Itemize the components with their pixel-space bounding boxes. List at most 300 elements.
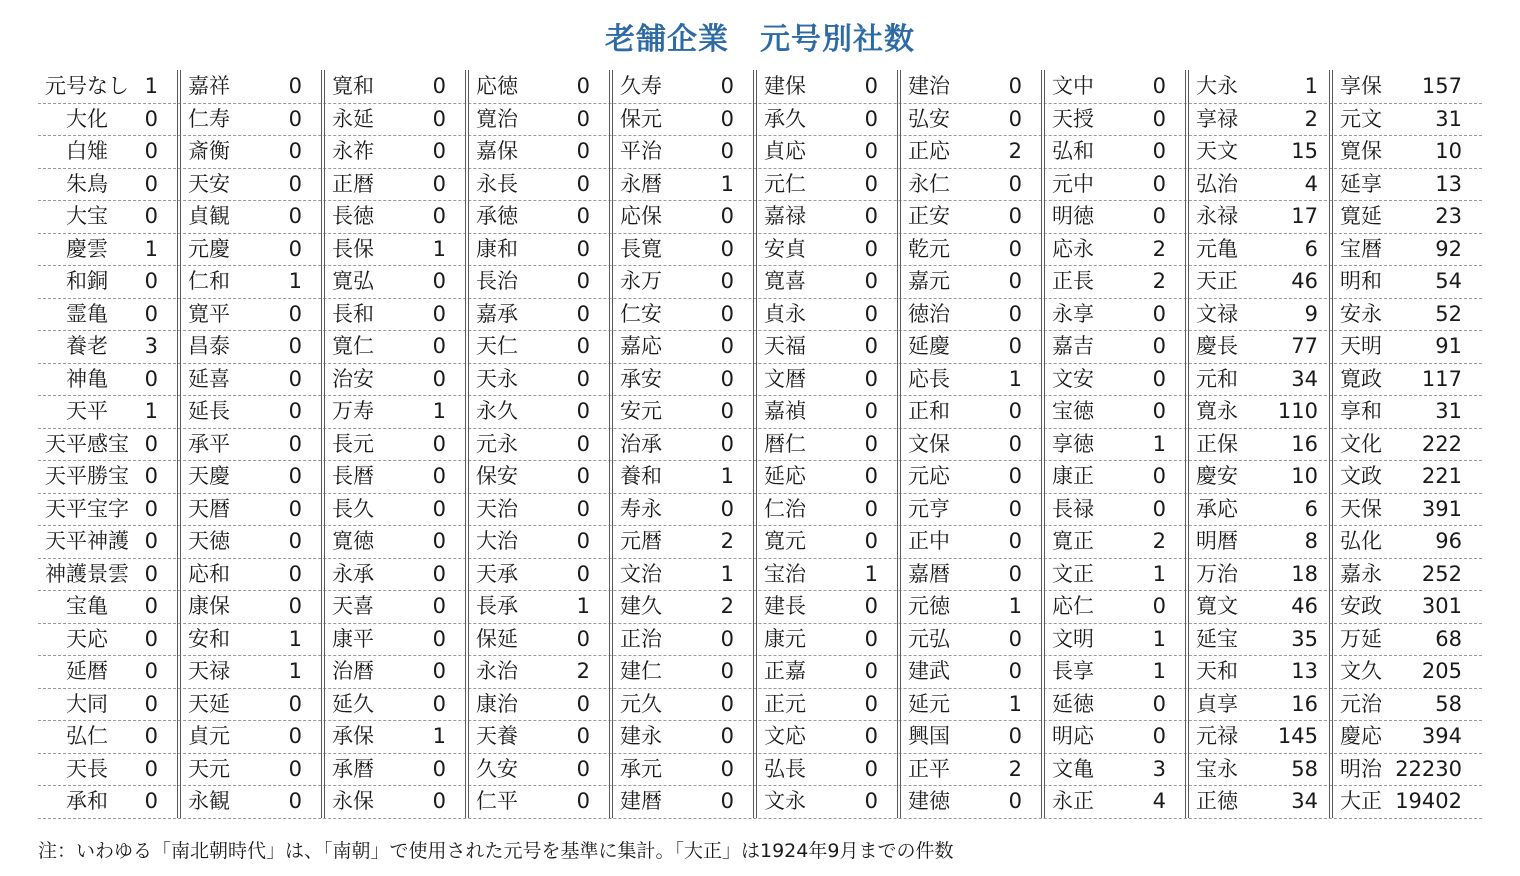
- company-count: 0: [144, 366, 158, 391]
- company-count: 17: [1291, 204, 1318, 228]
- era-name: 斎衡: [188, 139, 230, 163]
- company-count: 2: [1008, 139, 1022, 163]
- company-count: 0: [432, 431, 446, 456]
- table-row: [1190, 298, 1328, 331]
- table-row: [182, 395, 320, 428]
- table-row: [614, 168, 752, 201]
- table-row: [1046, 330, 1184, 363]
- company-count: 1: [432, 236, 446, 261]
- company-count: 1: [720, 171, 734, 196]
- era-name: 正嘉: [764, 659, 806, 683]
- era-name: 大化: [66, 106, 108, 131]
- era-name: 万寿: [332, 399, 374, 423]
- company-count: 1: [1152, 561, 1166, 586]
- table-row: [326, 70, 464, 103]
- company-count: 0: [864, 594, 878, 618]
- table-row: [182, 363, 320, 396]
- table-row: [614, 428, 752, 461]
- table-row: [326, 590, 464, 623]
- table-row: [470, 558, 608, 591]
- company-count: 22230: [1395, 756, 1462, 781]
- company-count: 1: [720, 561, 734, 586]
- table-row: [614, 460, 752, 493]
- company-count: 31: [1435, 106, 1462, 131]
- company-count: 0: [432, 366, 446, 391]
- table-row: [758, 70, 896, 103]
- era-name: 天承: [476, 561, 518, 586]
- table-row: [470, 200, 608, 233]
- era-name: 寿永: [620, 496, 662, 521]
- table-row: [470, 785, 608, 818]
- table-row: [1334, 753, 1472, 786]
- table-row: [470, 428, 608, 461]
- table-row: [758, 720, 896, 753]
- table-row: [1190, 103, 1328, 136]
- table-row: [326, 493, 464, 526]
- table-row: [38, 623, 176, 656]
- era-name: 永祚: [332, 139, 374, 163]
- table-row: [1190, 168, 1328, 201]
- company-count: 0: [864, 301, 878, 326]
- company-count: 0: [1152, 106, 1166, 131]
- era-name: 安元: [620, 399, 662, 423]
- table-row: [470, 590, 608, 623]
- era-name: 安永: [1340, 301, 1382, 326]
- table-row: [182, 493, 320, 526]
- table-row: [614, 623, 752, 656]
- table-row: [1190, 525, 1328, 558]
- company-count: 0: [864, 334, 878, 358]
- era-name: 延暦: [66, 659, 108, 683]
- table-row: [38, 395, 176, 428]
- era-name: 寛正: [1052, 529, 1094, 553]
- company-count: 0: [576, 334, 590, 358]
- footnote: 注：いわゆる「南北朝時代」は、「南朝」で使用された元号を基準に集計。「大正」は1924年9月までの件数: [38, 840, 954, 862]
- company-count: 0: [288, 496, 302, 521]
- company-count: 0: [1152, 74, 1166, 98]
- column-separator: [753, 70, 757, 818]
- era-name: 慶応: [1340, 724, 1382, 748]
- company-count: 1: [1304, 74, 1318, 98]
- era-name: 天徳: [188, 529, 230, 553]
- era-name: 正保: [1196, 431, 1238, 456]
- era-name: 大宝: [66, 204, 108, 228]
- era-name: 寛和: [332, 74, 374, 98]
- table-row: [1190, 428, 1328, 461]
- era-name: 元中: [1052, 171, 1094, 196]
- table-row: [1190, 720, 1328, 753]
- table-row: [38, 720, 176, 753]
- company-count: 0: [864, 74, 878, 98]
- table-row: [1190, 363, 1328, 396]
- era-name: 寛徳: [332, 529, 374, 553]
- era-name: 長徳: [332, 204, 374, 228]
- table-row: [182, 330, 320, 363]
- era-name: 明応: [1052, 724, 1094, 748]
- era-name: 文久: [1340, 659, 1382, 683]
- era-name: 承安: [620, 366, 662, 391]
- column-separator: [1185, 70, 1189, 818]
- company-count: 0: [720, 789, 734, 813]
- table-row: [902, 135, 1040, 168]
- company-count: 0: [432, 756, 446, 781]
- era-name: 建永: [620, 724, 662, 748]
- table-row: [326, 233, 464, 266]
- table-row: [758, 200, 896, 233]
- table-row: [470, 70, 608, 103]
- era-name: 長久: [332, 496, 374, 521]
- era-name: 養和: [620, 464, 662, 488]
- company-count: 0: [1008, 171, 1022, 196]
- table-row: [614, 330, 752, 363]
- table-row: [1046, 720, 1184, 753]
- table-row: [1190, 655, 1328, 688]
- table-row: [758, 558, 896, 591]
- company-count: 0: [288, 139, 302, 163]
- era-name: 寛延: [1340, 204, 1382, 228]
- era-name: 安和: [188, 626, 230, 651]
- era-name: 天暦: [188, 496, 230, 521]
- era-name: 天文: [1196, 139, 1238, 163]
- era-name: 大治: [476, 529, 518, 553]
- table-row: [470, 168, 608, 201]
- era-name: 乾元: [908, 236, 950, 261]
- era-name: 寛喜: [764, 269, 806, 293]
- era-name: 白雉: [66, 139, 108, 163]
- table-row: [182, 753, 320, 786]
- era-name: 天和: [1196, 659, 1238, 683]
- era-name: 暦仁: [764, 431, 806, 456]
- company-count: 0: [864, 691, 878, 716]
- company-count: 2: [720, 594, 734, 618]
- column-separator: [177, 70, 181, 818]
- table-row: [38, 298, 176, 331]
- era-name: 寛治: [476, 106, 518, 131]
- era-name: 建武: [908, 659, 950, 683]
- company-count: 52: [1435, 301, 1462, 326]
- table-row: [38, 785, 176, 818]
- company-count: 1: [864, 561, 878, 586]
- era-name: 元和: [1196, 366, 1238, 391]
- table-row: [1046, 135, 1184, 168]
- column-separator: [609, 70, 613, 818]
- era-name: 嘉禄: [764, 204, 806, 228]
- company-count: 2: [1304, 106, 1318, 131]
- table-row: [182, 688, 320, 721]
- table-row: [1046, 753, 1184, 786]
- company-count: 3: [1152, 756, 1166, 781]
- table-row: [326, 168, 464, 201]
- table-row: [614, 265, 752, 298]
- table-row: [326, 623, 464, 656]
- era-name: 仁平: [476, 789, 518, 813]
- table-row: [1046, 655, 1184, 688]
- company-count: 0: [1008, 269, 1022, 293]
- table-row: [1190, 200, 1328, 233]
- table-row: [758, 330, 896, 363]
- era-name: 長禄: [1052, 496, 1094, 521]
- era-name: 文永: [764, 789, 806, 813]
- era-name: 寛保: [1340, 139, 1382, 163]
- era-name: 長寛: [620, 236, 662, 261]
- era-name: 興国: [908, 724, 950, 748]
- era-name: 文化: [1340, 431, 1382, 456]
- table-row: [614, 720, 752, 753]
- company-count: 1: [144, 74, 158, 98]
- era-name: 貞元: [188, 724, 230, 748]
- company-count: 0: [720, 724, 734, 748]
- era-name: 永禄: [1196, 204, 1238, 228]
- company-count: 0: [144, 431, 158, 456]
- company-count: 1: [1008, 691, 1022, 716]
- table-row: [38, 103, 176, 136]
- era-name: 天養: [476, 724, 518, 748]
- table-row: [38, 525, 176, 558]
- company-count: 0: [288, 171, 302, 196]
- company-count: 0: [1008, 334, 1022, 358]
- era-name: 天平神護: [45, 529, 129, 553]
- table-row: [326, 558, 464, 591]
- table-row: [38, 233, 176, 266]
- table-row: [1334, 330, 1472, 363]
- table-row: [902, 363, 1040, 396]
- table-row: [1046, 70, 1184, 103]
- company-count: 0: [1152, 334, 1166, 358]
- column-separator: [321, 70, 325, 818]
- table-row: [1046, 200, 1184, 233]
- era-name: 寛政: [1340, 366, 1382, 391]
- table-row: [1046, 428, 1184, 461]
- era-column: [326, 70, 464, 818]
- era-name: 仁安: [620, 301, 662, 326]
- era-name: 康元: [764, 626, 806, 651]
- company-count: 1: [288, 626, 302, 651]
- company-count: 0: [288, 74, 302, 98]
- company-count: 16: [1291, 691, 1318, 716]
- era-name: 応保: [620, 204, 662, 228]
- table-row: [470, 135, 608, 168]
- company-count: 0: [1008, 659, 1022, 683]
- table-row: [1190, 688, 1328, 721]
- company-count: 0: [432, 171, 446, 196]
- table-row: [614, 103, 752, 136]
- era-name: 天授: [1052, 106, 1094, 131]
- table-row: [902, 103, 1040, 136]
- company-count: 110: [1277, 399, 1318, 423]
- table-row: [1334, 590, 1472, 623]
- table-row: [38, 428, 176, 461]
- company-count: 0: [720, 431, 734, 456]
- era-name: 正和: [908, 399, 950, 423]
- company-count: 0: [576, 106, 590, 131]
- company-count: 252: [1421, 561, 1462, 586]
- era-name: 長治: [476, 269, 518, 293]
- table-row: [1334, 298, 1472, 331]
- company-count: 1: [576, 594, 590, 618]
- company-count: 0: [720, 301, 734, 326]
- era-name: 康平: [332, 626, 374, 651]
- company-count: 68: [1435, 626, 1462, 651]
- table-row: [182, 265, 320, 298]
- company-count: 0: [144, 204, 158, 228]
- era-name: 治安: [332, 366, 374, 391]
- column-separator: [1041, 70, 1045, 818]
- table-row: [1190, 135, 1328, 168]
- table-row: [470, 688, 608, 721]
- era-name: 元禄: [1196, 724, 1238, 748]
- table-row: [902, 298, 1040, 331]
- era-name: 文政: [1340, 464, 1382, 488]
- era-name: 永正: [1052, 789, 1094, 813]
- table-row: [470, 103, 608, 136]
- era-name: 永承: [332, 561, 374, 586]
- era-name: 和銅: [66, 269, 108, 293]
- table-row: [758, 688, 896, 721]
- table-row: [326, 330, 464, 363]
- company-count: 0: [576, 724, 590, 748]
- table-row: [470, 623, 608, 656]
- era-name: 永保: [332, 789, 374, 813]
- era-name: 長保: [332, 236, 374, 261]
- company-count: 0: [720, 399, 734, 423]
- company-count: 46: [1291, 594, 1318, 618]
- company-count: 0: [432, 594, 446, 618]
- era-name: 天保: [1340, 496, 1382, 521]
- era-name: 元亨: [908, 496, 950, 521]
- company-count: 0: [864, 496, 878, 521]
- era-name: 嘉元: [908, 269, 950, 293]
- era-name: 元弘: [908, 626, 950, 651]
- company-count: 0: [432, 74, 446, 98]
- company-count: 18: [1291, 561, 1318, 586]
- table-row: [614, 753, 752, 786]
- table-row: [470, 330, 608, 363]
- company-count: 13: [1291, 659, 1318, 683]
- column-separator: [1329, 70, 1333, 818]
- company-count: 0: [144, 724, 158, 748]
- table-row: [1046, 525, 1184, 558]
- era-name: 嘉承: [476, 301, 518, 326]
- era-name: 享和: [1340, 399, 1382, 423]
- company-count: 0: [576, 399, 590, 423]
- table-row: [1334, 558, 1472, 591]
- table-row: [1046, 103, 1184, 136]
- company-count: 0: [288, 431, 302, 456]
- era-name: 天平勝宝: [45, 464, 129, 488]
- company-count: 0: [720, 756, 734, 781]
- table-row: [614, 363, 752, 396]
- era-name: 承暦: [332, 756, 374, 781]
- company-count: 0: [576, 139, 590, 163]
- table-row: [182, 525, 320, 558]
- table-row: [1046, 233, 1184, 266]
- era-name: 貞観: [188, 204, 230, 228]
- company-count: 2: [1152, 236, 1166, 261]
- company-count: 0: [1008, 106, 1022, 131]
- table-row: [758, 525, 896, 558]
- company-count: 0: [720, 691, 734, 716]
- table-row: [1046, 623, 1184, 656]
- company-count: 0: [144, 496, 158, 521]
- table-row: [1334, 168, 1472, 201]
- company-count: 0: [144, 756, 158, 781]
- era-name: 嘉吉: [1052, 334, 1094, 358]
- table-row: [758, 623, 896, 656]
- table-row: [182, 590, 320, 623]
- table-row: [1190, 70, 1328, 103]
- table-row: [902, 200, 1040, 233]
- company-count: 0: [144, 594, 158, 618]
- company-count: 0: [864, 529, 878, 553]
- table-row: [326, 265, 464, 298]
- era-name: 弘仁: [66, 724, 108, 748]
- era-name: 朱鳥: [66, 171, 108, 196]
- era-name: 寛仁: [332, 334, 374, 358]
- era-name: 文中: [1052, 74, 1094, 98]
- table-row: [182, 428, 320, 461]
- company-count: 0: [864, 139, 878, 163]
- era-name: 康保: [188, 594, 230, 618]
- table-row: [182, 233, 320, 266]
- company-count: 0: [576, 626, 590, 651]
- company-count: 3: [144, 334, 158, 358]
- table-row: [1190, 785, 1328, 818]
- era-name: 元号なし: [45, 74, 129, 98]
- era-name: 弘和: [1052, 139, 1094, 163]
- era-name: 正応: [908, 139, 950, 163]
- company-count: 0: [432, 204, 446, 228]
- era-name: 保延: [476, 626, 518, 651]
- table-row: [902, 70, 1040, 103]
- era-column: [1334, 70, 1472, 818]
- table-row: [326, 655, 464, 688]
- table-row: [326, 720, 464, 753]
- era-name: 天永: [476, 366, 518, 391]
- era-name: 貞享: [1196, 691, 1238, 716]
- table-row: [182, 70, 320, 103]
- era-name: 延久: [332, 691, 374, 716]
- era-name: 弘治: [1196, 171, 1238, 196]
- company-count: 15: [1291, 139, 1318, 163]
- era-name: 天長: [66, 756, 108, 781]
- company-count: 0: [1152, 724, 1166, 748]
- era-name: 正中: [908, 529, 950, 553]
- company-count: 0: [720, 204, 734, 228]
- company-count: 0: [720, 269, 734, 293]
- company-count: 0: [1008, 724, 1022, 748]
- company-count: 1: [288, 659, 302, 683]
- era-name: 承徳: [476, 204, 518, 228]
- era-name: 元応: [908, 464, 950, 488]
- company-count: 0: [432, 659, 446, 683]
- company-count: 0: [432, 139, 446, 163]
- table-row: [470, 265, 608, 298]
- era-name: 建暦: [620, 789, 662, 813]
- table-row: [1190, 330, 1328, 363]
- era-name: 建徳: [908, 789, 950, 813]
- table-row: [902, 428, 1040, 461]
- table-row: [614, 525, 752, 558]
- era-name: 宝治: [764, 561, 806, 586]
- table-row: [614, 558, 752, 591]
- table-row: [182, 168, 320, 201]
- era-name: 徳治: [908, 301, 950, 326]
- company-count: 0: [576, 529, 590, 553]
- era-name: 宝暦: [1340, 236, 1382, 261]
- company-count: 0: [864, 236, 878, 261]
- table-row: [614, 200, 752, 233]
- company-count: 0: [432, 334, 446, 358]
